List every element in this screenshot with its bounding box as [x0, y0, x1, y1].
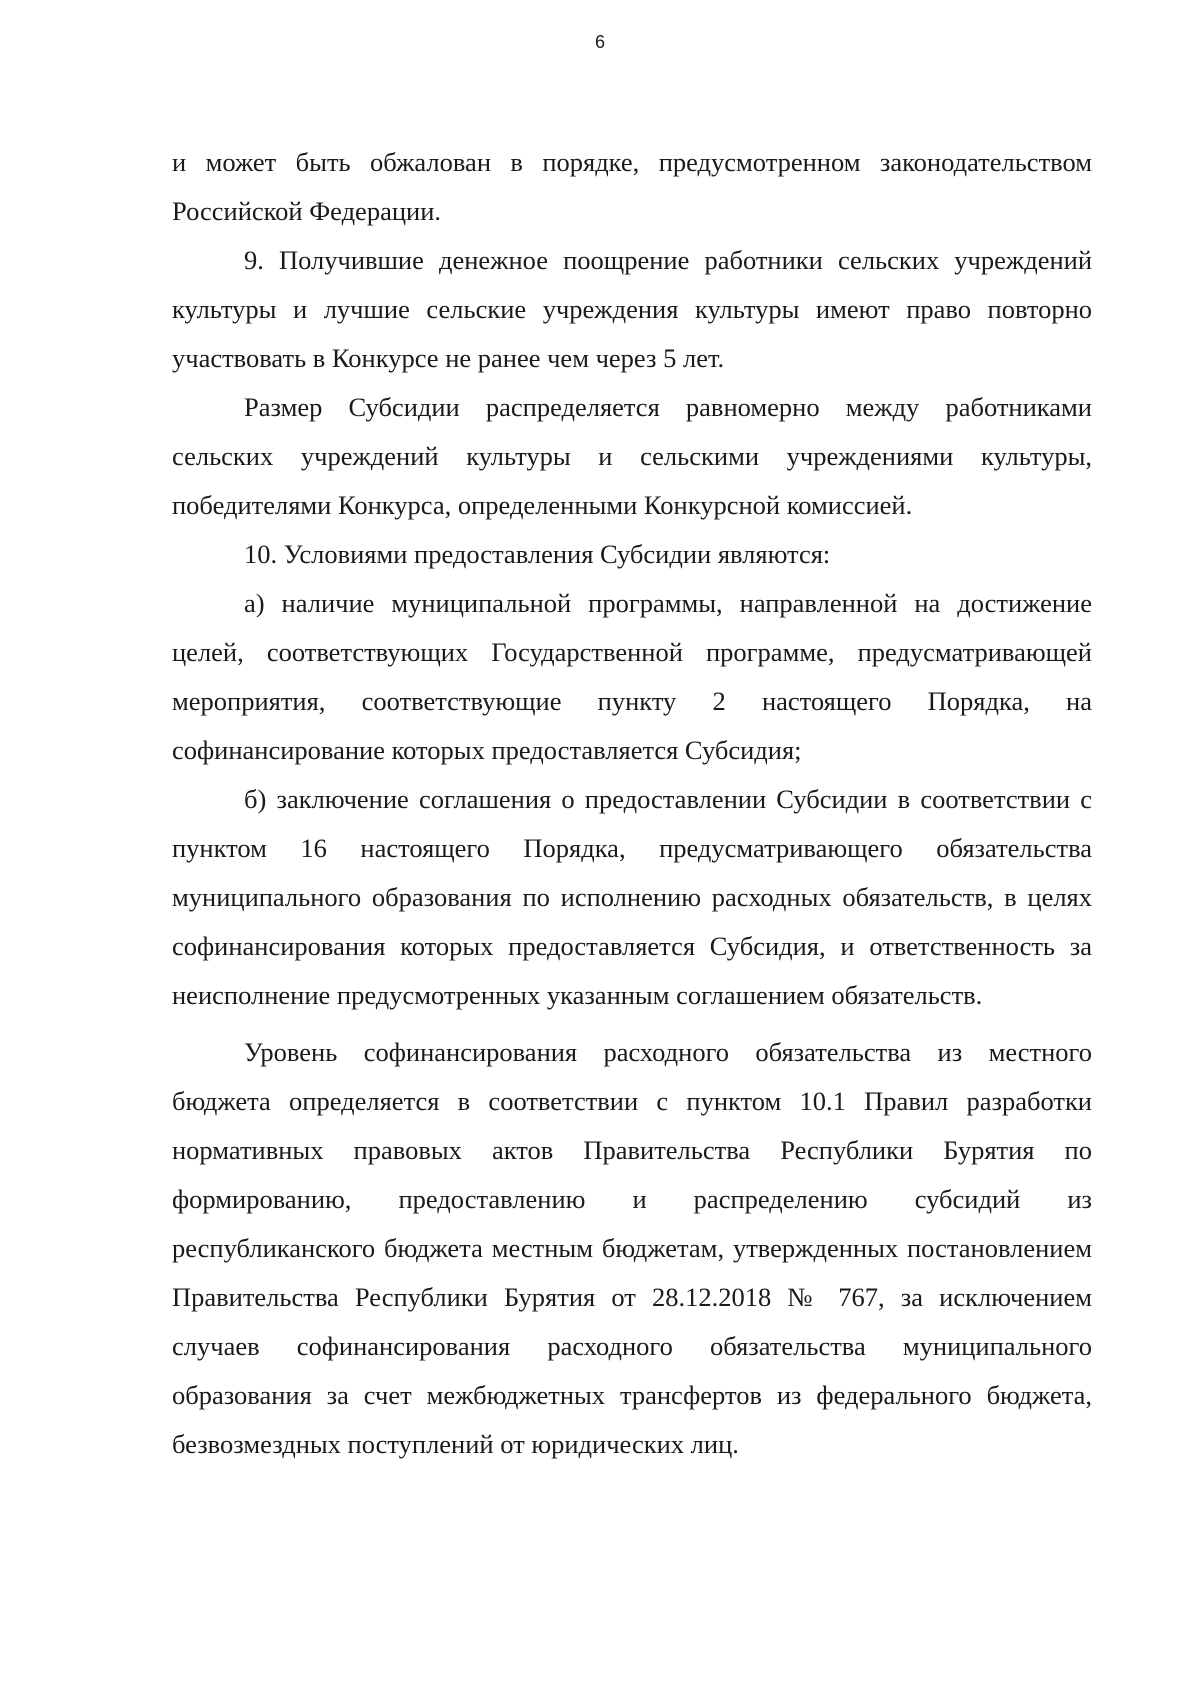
paragraph-subsidy-distribution: Размер Субсидии распределяется равномерно между работниками сельских учреждений культуры и сельскими учреждениями культуры, победителями Конкурса, определенными Конкурсной комиссией. [172, 392, 1092, 520]
paragraph-item-10b: б) заключение соглашения о предоставлении Субсидии в соответствии с пунктом 16 настоящего Порядка, предусматривающего обязательства муниципального образования по исполнению расходных обязательств, в целях софинансирования которых предоставляется Субсидия, и ответственность за неисполнение предусмотренных указанным соглашением обязательств. [172, 784, 1092, 1010]
paragraph-item-10a: а) наличие муниципальной программы, направленной на достижение целей, соответствующих Государственной программе, предусматривающей мероприятия, соответствующие пункту 2 настоящего Порядка, на софинансирование которых предоставляется Субсидия; [172, 588, 1092, 765]
paragraph-continuation: и может быть обжалован в порядке, предусмотренном законодательством Российской Федерации. [172, 147, 1092, 226]
paragraph-cofinancing-level: Уровень софинансирования расходного обязательства из местного бюджета определяется в соответствии с пунктом 10.1 Правил разработки нормативных правовых актов Правительства Республики Бурятия по формированию, предоставлению и распределению субсидий из республиканского бюджета местным бюджетам, утвержденных постановлением Правительства Республики Бурятия от 28.12.2018 № 767, за исключением случаев софинансирования расходного обязательства муниципального образования за счет межбюджетных трансфертов из федерального бюджета, безвозмездных поступлений от юридических лиц. [172, 1037, 1092, 1459]
page-number: 6 [594, 32, 605, 52]
paragraph-item-9: 9. Получившие денежное поощрение работники сельских учреждений культуры и лучшие сельские учреждения культуры имеют право повторно участвовать в Конкурсе не ранее чем через 5 лет. [172, 245, 1092, 373]
paragraph-item-10: 10. Условиями предоставления Субсидии являются: [244, 539, 831, 569]
document-body [172, 138, 1092, 1469]
